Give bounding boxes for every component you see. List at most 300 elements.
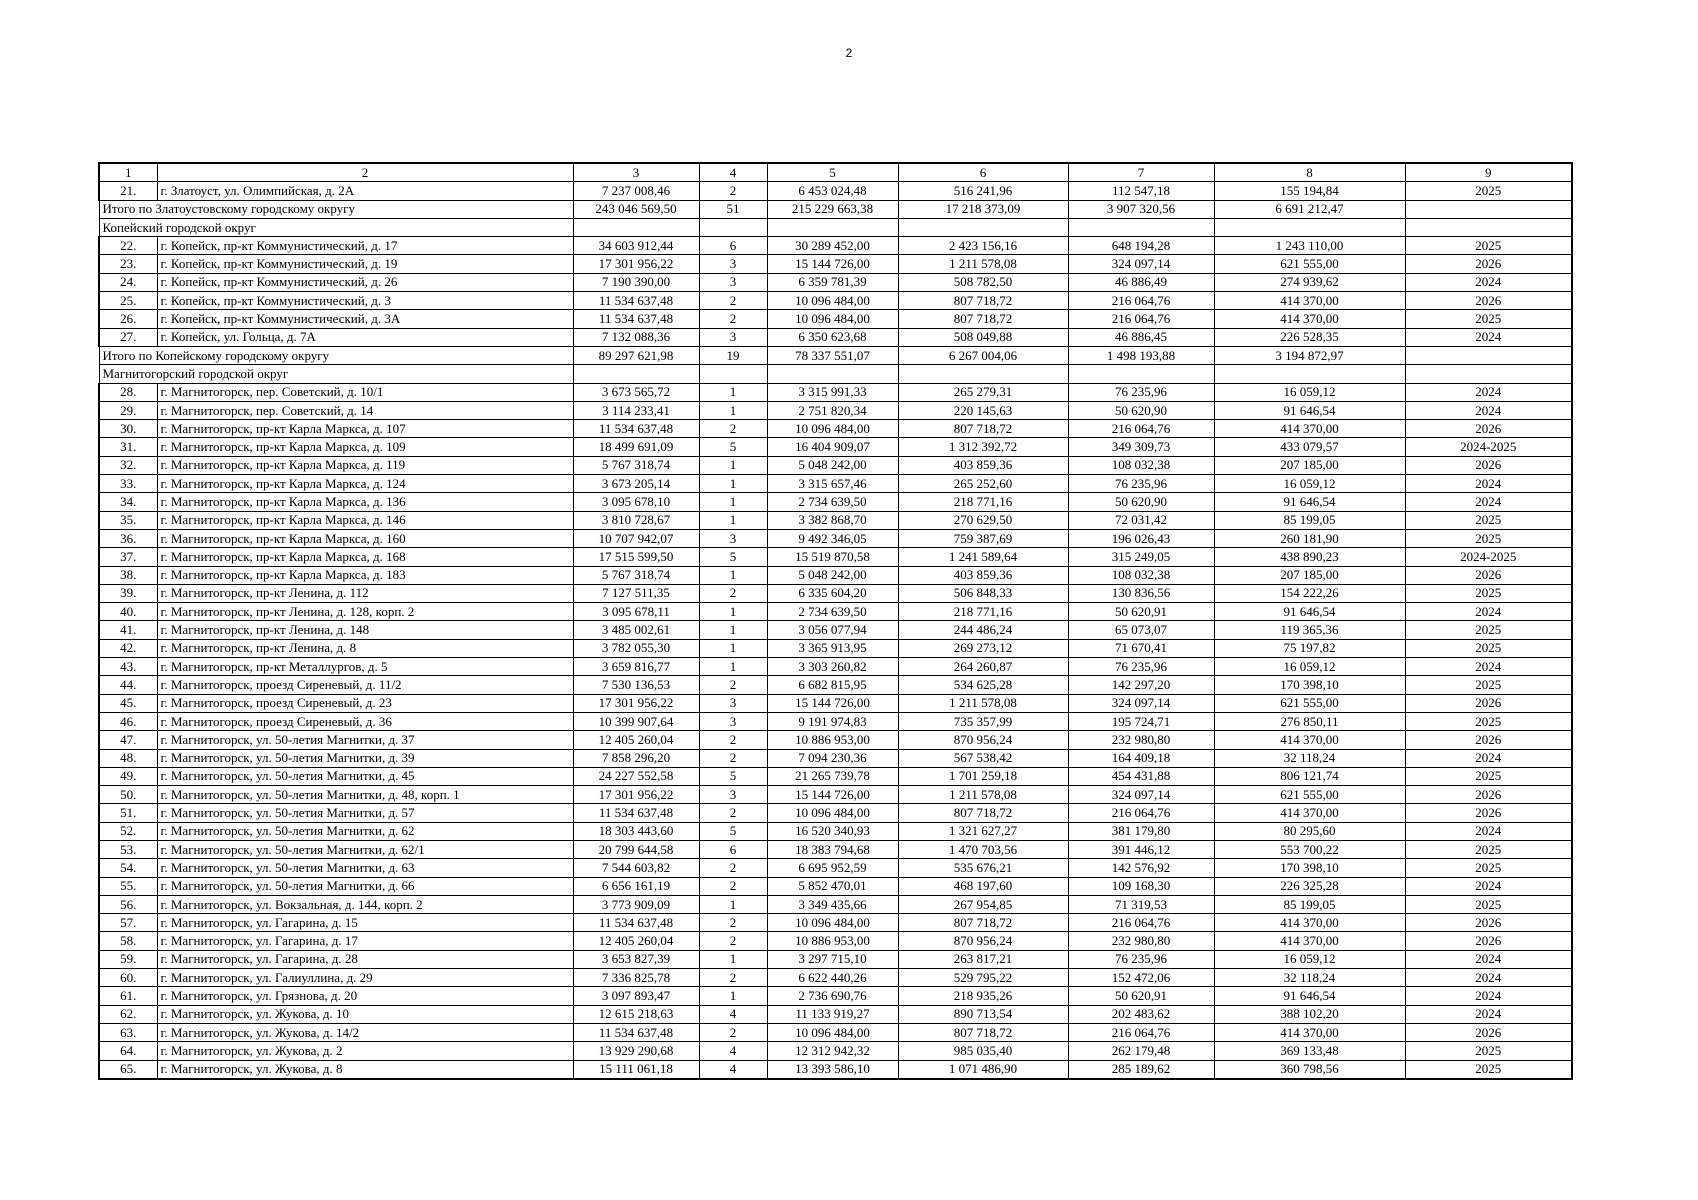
table-cell: 391 446,12 [1068,840,1214,858]
table-cell: 3 382 868,70 [767,511,898,529]
section-title: Магнитогорский городской округ [99,365,573,383]
column-header: 2 [157,163,573,182]
table-cell: 5 [699,438,767,456]
table-row [99,456,1572,474]
empty-cell [699,365,767,383]
row-number: 31. [99,438,157,456]
address-cell: г. Магнитогорск, ул. 50-летия Магнитки, д. 62/1 [157,840,573,858]
address-cell: г. Магнитогорск, ул. Жукова, д. 2 [157,1042,573,1060]
table-row [99,840,1572,858]
table-cell: 2025 [1405,1042,1572,1060]
table-cell: 15 144 726,00 [767,786,898,804]
table-row [99,475,1572,493]
table-cell: 3 [699,694,767,712]
table-cell: 807 718,72 [898,420,1068,438]
table-cell: 244 486,24 [898,621,1068,639]
row-number: 52. [99,822,157,840]
table-cell: 4 [699,1042,767,1060]
table-cell: 2026 [1405,694,1572,712]
table-cell: 2025 [1405,511,1572,529]
table-cell: 3 365 913,95 [767,639,898,657]
table-cell: 759 387,69 [898,529,1068,547]
table-row [99,493,1572,511]
table-cell: 270 629,50 [898,511,1068,529]
row-number: 62. [99,1005,157,1023]
table-cell: 18 303 443,60 [573,822,699,840]
row-number: 35. [99,511,157,529]
table-cell: 2026 [1405,255,1572,273]
row-number: 43. [99,658,157,676]
table-cell: 2024 [1405,401,1572,419]
table-row [99,914,1572,932]
table-row [99,895,1572,913]
table-cell: 170 398,10 [1214,676,1405,694]
table-cell: 2025 [1405,895,1572,913]
table-row [99,712,1572,730]
table-cell: 1 [699,456,767,474]
table-cell: 2024 [1405,493,1572,511]
table-cell: 7 127 511,35 [573,584,699,602]
table-cell: 3 095 678,10 [573,493,699,511]
address-cell: г. Магнитогорск, ул. 50-летия Магнитки, д. 57 [157,804,573,822]
table-cell: 2 [699,584,767,602]
row-number: 49. [99,767,157,785]
row-number: 36. [99,529,157,547]
table-cell: 3 297 715,10 [767,950,898,968]
empty-cell [767,218,898,236]
table-row [99,877,1572,895]
table-cell: 12 312 942,32 [767,1042,898,1060]
table-cell: 2025 [1405,310,1572,328]
table-cell: 2025 [1405,639,1572,657]
table-cell: 7 336 825,78 [573,969,699,987]
table-row [99,273,1572,291]
table-cell: 535 676,21 [898,859,1068,877]
total-cell: 17 218 373,09 [898,200,1068,218]
table-cell: 72 031,42 [1068,511,1214,529]
address-cell: г. Магнитогорск, пр-кт Карла Маркса, д. 109 [157,438,573,456]
address-cell: г. Магнитогорск, ул. 50-летия Магнитки, д. 39 [157,749,573,767]
address-cell: г. Копейск, пр-кт Коммунистический, д. 26 [157,273,573,291]
table-cell: 433 079,57 [1214,438,1405,456]
table-cell: 1 [699,987,767,1005]
table-cell: 50 620,90 [1068,493,1214,511]
table-cell: 2 [699,676,767,694]
row-number: 54. [99,859,157,877]
table-cell: 216 064,76 [1068,804,1214,822]
table-cell: 2026 [1405,1023,1572,1041]
column-header: 7 [1068,163,1214,182]
table-cell: 3 485 002,61 [573,621,699,639]
table-cell: 2024 [1405,877,1572,895]
table-cell: 226 528,35 [1214,328,1405,346]
row-number: 64. [99,1042,157,1060]
table-cell: 2 736 690,76 [767,987,898,1005]
table-cell: 369 133,48 [1214,1042,1405,1060]
table-row [99,658,1572,676]
row-number: 33. [99,475,157,493]
table-cell: 11 534 637,48 [573,292,699,310]
table-cell: 5 852 470,01 [767,877,898,895]
row-number: 27. [99,328,157,346]
table-row [99,676,1572,694]
table-cell: 468 197,60 [898,877,1068,895]
table-cell: 30 289 452,00 [767,237,898,255]
row-number: 32. [99,456,157,474]
table-cell: 285 189,62 [1068,1060,1214,1079]
table-cell: 414 370,00 [1214,914,1405,932]
table-cell: 2024 [1405,749,1572,767]
table-cell: 85 199,05 [1214,511,1405,529]
table-cell: 1 211 578,08 [898,255,1068,273]
table-cell: 6 335 604,20 [767,584,898,602]
table-cell: 46 886,45 [1068,328,1214,346]
table-cell: 71 670,41 [1068,639,1214,657]
table-cell: 15 144 726,00 [767,694,898,712]
table-cell: 13 393 586,10 [767,1060,898,1079]
table-cell: 7 530 136,53 [573,676,699,694]
table-cell: 1 071 486,90 [898,1060,1068,1079]
table-cell: 324 097,14 [1068,786,1214,804]
table-cell: 10 399 907,64 [573,712,699,730]
table-cell: 1 312 392,72 [898,438,1068,456]
table-cell: 7 858 296,20 [573,749,699,767]
table-cell: 621 555,00 [1214,255,1405,273]
address-cell: г. Магнитогорск, ул. Жукова, д. 14/2 [157,1023,573,1041]
table-cell: 6 359 781,39 [767,273,898,291]
table-cell: 2 [699,932,767,950]
row-number: 61. [99,987,157,1005]
table-cell: 164 409,18 [1068,749,1214,767]
table-cell: 12 405 260,04 [573,932,699,950]
table-cell: 3 315 991,33 [767,383,898,401]
table-cell: 16 059,12 [1214,383,1405,401]
table-cell: 2 [699,420,767,438]
address-cell: г. Копейск, пр-кт Коммунистический, д. 3 [157,292,573,310]
empty-cell [1068,365,1214,383]
address-cell: г. Магнитогорск, проезд Сиреневый, д. 23 [157,694,573,712]
table-cell: 20 799 644,58 [573,840,699,858]
table-cell: 735 357,99 [898,712,1068,730]
table-cell: 10 096 484,00 [767,310,898,328]
table-cell: 2 [699,182,767,200]
table-cell: 265 279,31 [898,383,1068,401]
row-number: 45. [99,694,157,712]
row-number: 44. [99,676,157,694]
row-number: 57. [99,914,157,932]
table-cell: 13 929 290,68 [573,1042,699,1060]
table-cell: 2024 [1405,822,1572,840]
address-cell: г. Магнитогорск, проезд Сиреневый, д. 36 [157,712,573,730]
table-cell: 2 [699,731,767,749]
column-header: 9 [1405,163,1572,182]
table-cell: 17 515 599,50 [573,548,699,566]
section-title: Копейский городской округ [99,218,573,236]
table-row [99,420,1572,438]
column-header: 8 [1214,163,1405,182]
table-cell: 2025 [1405,676,1572,694]
table-cell: 50 620,90 [1068,401,1214,419]
table-cell: 11 534 637,48 [573,1023,699,1041]
address-cell: г. Магнитогорск, ул. 50-летия Магнитки, д. 48, корп. 1 [157,786,573,804]
table-cell: 6 [699,840,767,858]
table-cell: 508 049,88 [898,328,1068,346]
row-number: 29. [99,401,157,419]
column-header: 6 [898,163,1068,182]
row-number: 63. [99,1023,157,1041]
empty-cell [1214,218,1405,236]
table-cell: 1 701 259,18 [898,767,1068,785]
table-cell: 1 [699,621,767,639]
table-cell: 2025 [1405,237,1572,255]
table-cell: 10 886 953,00 [767,932,898,950]
section-row [99,218,1572,236]
table-cell: 3 782 055,30 [573,639,699,657]
address-cell: г. Магнитогорск, пр-кт Карла Маркса, д. 124 [157,475,573,493]
table-cell: 2 [699,859,767,877]
table-cell: 2024 [1405,603,1572,621]
column-header: 3 [573,163,699,182]
table-cell: 2 751 820,34 [767,401,898,419]
table-row [99,1005,1572,1023]
table-cell: 2026 [1405,456,1572,474]
row-number: 21. [99,182,157,200]
table-cell: 50 620,91 [1068,987,1214,1005]
table-cell: 17 301 956,22 [573,786,699,804]
table-cell: 6 622 440,26 [767,969,898,987]
row-number: 25. [99,292,157,310]
row-number: 47. [99,731,157,749]
table-row [99,255,1572,273]
address-cell: г. Копейск, пр-кт Коммунистический, д. 19 [157,255,573,273]
address-cell: г. Магнитогорск, пр-кт Ленина, д. 148 [157,621,573,639]
table-cell: 112 547,18 [1068,182,1214,200]
address-cell: г. Магнитогорск, ул. Вокзальная, д. 144, корп. 2 [157,895,573,913]
table-row [99,639,1572,657]
table-cell: 349 309,73 [1068,438,1214,456]
table-cell: 2024 [1405,987,1572,1005]
table-cell: 414 370,00 [1214,804,1405,822]
table-cell: 85 199,05 [1214,895,1405,913]
address-cell: г. Магнитогорск, пр-кт Карла Маркса, д. 146 [157,511,573,529]
table-cell: 2026 [1405,731,1572,749]
table-cell: 807 718,72 [898,310,1068,328]
table-cell: 267 954,85 [898,895,1068,913]
table-cell: 2025 [1405,859,1572,877]
table-cell: 15 519 870,58 [767,548,898,566]
table-cell: 985 035,40 [898,1042,1068,1060]
row-number: 65. [99,1060,157,1079]
table-cell: 2 423 156,16 [898,237,1068,255]
table-cell: 32 118,24 [1214,749,1405,767]
table-cell: 2024 [1405,328,1572,346]
address-cell: г. Магнитогорск, пр-кт Ленина, д. 128, корп. 2 [157,603,573,621]
table-cell: 534 625,28 [898,676,1068,694]
table-cell: 553 700,22 [1214,840,1405,858]
table-cell: 414 370,00 [1214,932,1405,950]
table-cell: 4 [699,1060,767,1079]
row-number: 56. [99,895,157,913]
row-number: 55. [99,877,157,895]
address-cell: г. Магнитогорск, ул. 50-летия Магнитки, д. 66 [157,877,573,895]
table-row [99,749,1572,767]
table-cell: 454 431,88 [1068,767,1214,785]
table-cell: 10 096 484,00 [767,292,898,310]
table-row [99,584,1572,602]
table-cell: 506 848,33 [898,584,1068,602]
table-cell: 7 190 390,00 [573,273,699,291]
table-cell: 195 724,71 [1068,712,1214,730]
table-cell: 91 646,54 [1214,603,1405,621]
table-cell: 5 [699,767,767,785]
table-cell: 414 370,00 [1214,731,1405,749]
table-cell: 2 [699,914,767,932]
table-cell: 7 544 603,82 [573,859,699,877]
table-cell: 16 404 909,07 [767,438,898,456]
total-cell: 6 267 004,06 [898,346,1068,364]
total-cell: 215 229 663,38 [767,200,898,218]
empty-cell [898,218,1068,236]
table-cell: 621 555,00 [1214,694,1405,712]
table-cell: 109 168,30 [1068,877,1214,895]
table-cell: 264 260,87 [898,658,1068,676]
table-cell: 216 064,76 [1068,420,1214,438]
table-cell: 414 370,00 [1214,292,1405,310]
address-cell: г. Магнитогорск, ул. Галиуллина, д. 29 [157,969,573,987]
table-cell: 232 980,80 [1068,932,1214,950]
address-cell: г. Магнитогорск, ул. 50-летия Магнитки, д. 62 [157,822,573,840]
table-cell: 226 325,28 [1214,877,1405,895]
address-cell: г. Магнитогорск, ул. Грязнова, д. 20 [157,987,573,1005]
table-cell: 870 956,24 [898,932,1068,950]
table-cell: 263 817,21 [898,950,1068,968]
table-row [99,566,1572,584]
table-cell: 18 499 691,09 [573,438,699,456]
table-cell: 2026 [1405,566,1572,584]
section-row [99,365,1572,383]
table-row [99,182,1572,200]
table-row [99,548,1572,566]
table-row [99,1060,1572,1079]
empty-cell [1405,365,1572,383]
table-cell: 807 718,72 [898,1023,1068,1041]
table-cell: 3 673 565,72 [573,383,699,401]
table-cell: 1 243 110,00 [1214,237,1405,255]
table-cell: 2 [699,804,767,822]
table-cell: 91 646,54 [1214,987,1405,1005]
table-cell: 6 656 161,19 [573,877,699,895]
table-cell: 807 718,72 [898,292,1068,310]
table-cell: 76 235,96 [1068,950,1214,968]
table-cell: 218 935,26 [898,987,1068,1005]
address-cell: г. Копейск, пр-кт Коммунистический, д. 3А [157,310,573,328]
table-cell: 16 520 340,93 [767,822,898,840]
table-row [99,950,1572,968]
table-cell: 130 836,56 [1068,584,1214,602]
table-cell: 17 301 956,22 [573,255,699,273]
address-cell: г. Копейск, пр-кт Коммунистический, д. 17 [157,237,573,255]
table-cell: 142 297,20 [1068,676,1214,694]
table-cell: 17 301 956,22 [573,694,699,712]
column-header: 5 [767,163,898,182]
table-cell: 621 555,00 [1214,786,1405,804]
table-cell: 1 [699,383,767,401]
table-cell: 414 370,00 [1214,420,1405,438]
table-cell: 3 810 728,67 [573,511,699,529]
table-header-row [99,163,1572,182]
table-cell: 218 771,16 [898,493,1068,511]
table-cell: 388 102,20 [1214,1005,1405,1023]
table-cell: 381 179,80 [1068,822,1214,840]
table-cell: 1 [699,511,767,529]
table-cell: 216 064,76 [1068,1023,1214,1041]
table-cell: 16 059,12 [1214,475,1405,493]
table-cell: 119 365,36 [1214,621,1405,639]
address-cell: г. Магнитогорск, пр-кт Карла Маркса, д. 119 [157,456,573,474]
table-cell: 3 056 077,94 [767,621,898,639]
table-body [99,163,1572,1079]
table-cell: 2 [699,310,767,328]
table-cell: 2025 [1405,1060,1572,1079]
table-cell: 2024 [1405,658,1572,676]
table-cell: 11 534 637,48 [573,914,699,932]
table-cell: 807 718,72 [898,914,1068,932]
table-cell: 5 [699,548,767,566]
table-cell: 1 211 578,08 [898,786,1068,804]
row-number: 39. [99,584,157,602]
row-number: 30. [99,420,157,438]
total-cell [1405,200,1572,218]
empty-cell [1214,365,1405,383]
table-cell: 170 398,10 [1214,859,1405,877]
address-cell: г. Магнитогорск, ул. Гагарина, д. 17 [157,932,573,950]
table-cell: 2026 [1405,420,1572,438]
table-cell: 2024 [1405,475,1572,493]
table-cell: 2025 [1405,840,1572,858]
total-cell: 1 498 193,88 [1068,346,1214,364]
empty-cell [573,218,699,236]
table-cell: 108 032,38 [1068,456,1214,474]
table-cell: 91 646,54 [1214,493,1405,511]
table-cell: 11 534 637,48 [573,310,699,328]
table-cell: 1 321 627,27 [898,822,1068,840]
table-row [99,310,1572,328]
table-cell: 274 939,62 [1214,273,1405,291]
table-cell: 75 197,82 [1214,639,1405,657]
row-number: 26. [99,310,157,328]
table-cell: 3 349 435,66 [767,895,898,913]
table-cell: 2025 [1405,182,1572,200]
row-number: 50. [99,786,157,804]
table-cell: 3 097 893,47 [573,987,699,1005]
table-cell: 1 [699,566,767,584]
table-cell: 1 [699,603,767,621]
table-cell: 807 718,72 [898,804,1068,822]
table-cell: 10 707 942,07 [573,529,699,547]
address-cell: г. Магнитогорск, пр-кт Ленина, д. 8 [157,639,573,657]
table-cell: 1 211 578,08 [898,694,1068,712]
table-cell: 65 073,07 [1068,621,1214,639]
total-cell: 19 [699,346,767,364]
table-cell: 2024 [1405,950,1572,968]
table-cell: 10 096 484,00 [767,914,898,932]
table-cell: 260 181,90 [1214,529,1405,547]
table-cell: 3 659 816,77 [573,658,699,676]
table-cell: 265 252,60 [898,475,1068,493]
table-cell: 71 319,53 [1068,895,1214,913]
address-cell: г. Магнитогорск, ул. 50-летия Магнитки, д. 37 [157,731,573,749]
table-cell: 5 [699,822,767,840]
